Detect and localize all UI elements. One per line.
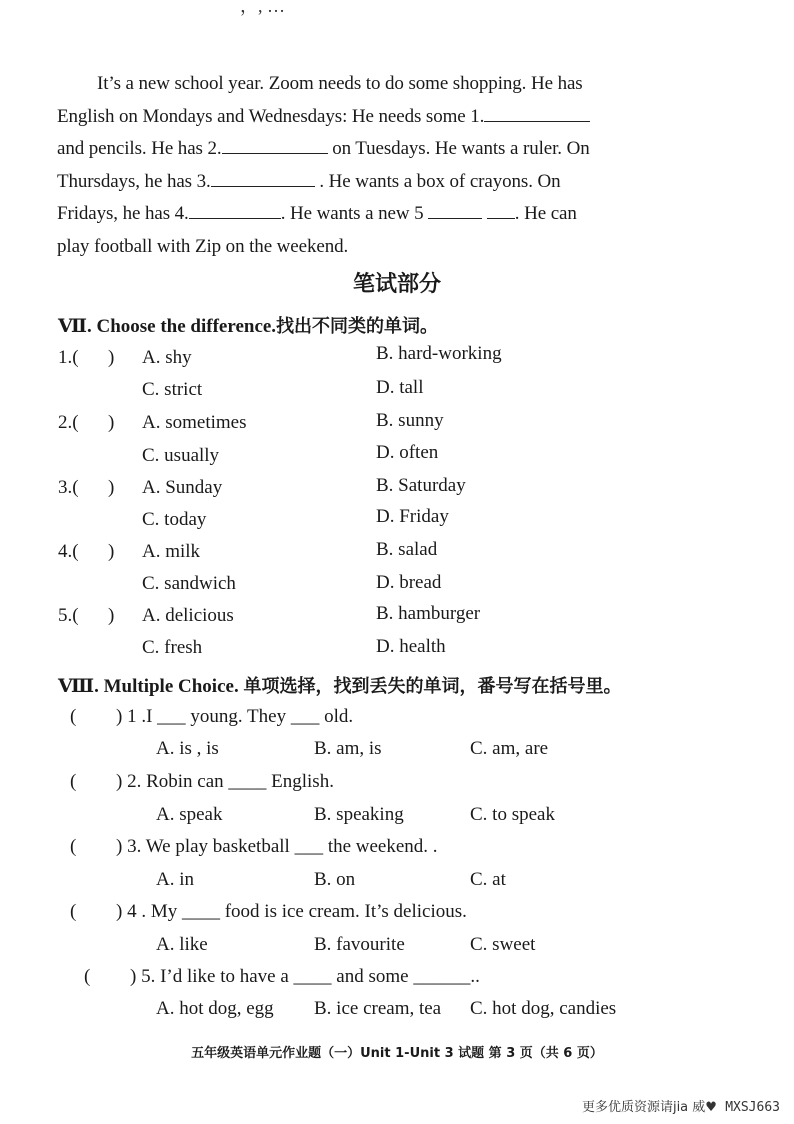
option-c: C. fresh [142,637,203,658]
option-b: B. ice cream, tea [314,998,442,1019]
option-d: D. tall [376,377,424,398]
option-b: B. sunny [376,410,444,431]
option-a: A. speak [156,804,223,825]
page-footer: 五年级英语单元作业题（一）Unit 1-Unit 3 试题 第 3 页（共 6 页） [191,1046,603,1061]
passage-line-4: Thursdays, he has 3. . He wants a box of crayons. On [57,166,657,199]
option-b: B. am, is [314,738,382,759]
passage-line-3: and pencils. He has 2. on Tuesdays. He wants a ruler. On [57,133,657,166]
passage-line-1: It’s a new school year. Zoom needs to do some shopping. He has [97,73,583,94]
option-a: A. like [156,934,208,955]
option-a: A. shy [142,347,192,368]
option-c: C. at [470,869,506,890]
passage-line-5: Fridays, he has 4. . He wants a new 5 . He can [57,198,657,231]
option-b: B. favourite [314,934,405,955]
option-a: A. milk [142,541,201,562]
option-c: C. usually [142,445,220,466]
option-b: B. hamburger [376,603,481,624]
blank-3[interactable] [211,168,315,187]
section-title: 笔试部分 [352,272,441,297]
option-d: D. Friday [376,506,449,527]
option-c: C. sandwich [142,573,236,594]
option-a: A. delicious [142,605,234,626]
top-cut-text: ，, … [240,0,285,16]
question-text: ) 4 . My ____ food is ice cream. It’s delicious. [116,901,467,922]
part8-heading: Ⅷ. Multiple Choice. 单项选择，找到丢失的单词，番号写在括号里。 [58,676,622,697]
exam-page: ，, … It’s a new school year. Zoom needs to do some shopping. He has English on Mondays and Wednesdays: He needs some 1. and pencils. He has 2. on Tuesdays. He wants a ruler. On Thursdays, he has 3. . He wants a box of crayons. On Fridays, he has 4. . He wants a new 5 . He can play football with Zip on the weekend. 笔试部分 Ⅶ. Choose the difference.找出不同类的单词。 1.( ) A. shy B. hard-working C. strict D. tall 2.( ) A. sometimes B. sunny C. usually D. often 3.( ) A. Sunday B. Saturday C. today D. Friday 4.( ) A. milk B. salad C. sandwich D. bread 5.( ) A. delicious B. hamburger C. fresh D. health Ⅷ. Multiple Choice. 单项选择，找到丢失的单词，番号写在括号里。 ( ) 1 .I ___ young. They ___ old. A. is , is B. am, is C. am, are ( ) 2. Robin can ____ English. A. speak B. speaking C. to speak ( ) 3. We play basketball ___ the weekend. . A. in B. on C. at ( ) 4 . My ____ food is ice cream. It’s delicious. A. like B. favourite C. sweet ( ) 5. I’d like to have a ____ and some ______.. A. hot dog, egg B. ice cream, tea C. hot dog, candies 五年级英语单元作业题（一）Unit 1-Unit 3 试题 第 3 页（共 6 页） 更多优质资源请jia 威♥ MXSJ663 [0,0,794,1124]
option-d: D. health [376,636,446,657]
option-c: C. today [142,509,207,530]
option-d: D. often [376,442,439,463]
blank-1[interactable] [484,103,590,122]
option-b: B. salad [376,539,438,560]
blank-5a[interactable] [428,200,482,219]
option-c: C. sweet [470,934,536,955]
option-a: A. in [156,869,194,890]
blank-5b[interactable] [487,200,515,219]
watermark: 更多优质资源请jia 威♥ MXSJ663 [581,1100,780,1115]
part7-heading: Ⅶ. Choose the difference.找出不同类的单词。 [58,316,439,337]
passage-line-6: play football with Zip on the weekend. [57,235,349,257]
option-b: B. Saturday [376,475,466,496]
option-a: A. sometimes [142,412,247,433]
option-d: D. bread [376,572,442,593]
option-c: C. hot dog, candies [470,998,617,1019]
question-text: ) 3. We play basketball ___ the weekend. . [116,836,438,857]
option-a: A. hot dog, egg [156,998,274,1019]
option-a: A. is , is [156,738,219,759]
option-b: B. on [314,869,356,890]
option-c: C. to speak [470,804,555,825]
reading-passage [57,68,657,263]
option-c: C. strict [142,379,203,400]
question-text: ) 5. I’d like to have a ____ and some ______.. [130,966,480,987]
option-a: A. Sunday [142,477,223,498]
option-b: B. hard-working [376,343,502,364]
passage-line-2: English on Mondays and Wednesdays: He needs some 1. [57,101,657,134]
question-text: ) 1 .I ___ young. They ___ old. [116,706,354,727]
option-b: B. speaking [314,804,404,825]
option-c: C. am, are [470,738,549,759]
question-text: ) 2. Robin can ____ English. [116,771,334,792]
blank-2[interactable] [222,135,328,154]
blank-4[interactable] [189,200,281,219]
